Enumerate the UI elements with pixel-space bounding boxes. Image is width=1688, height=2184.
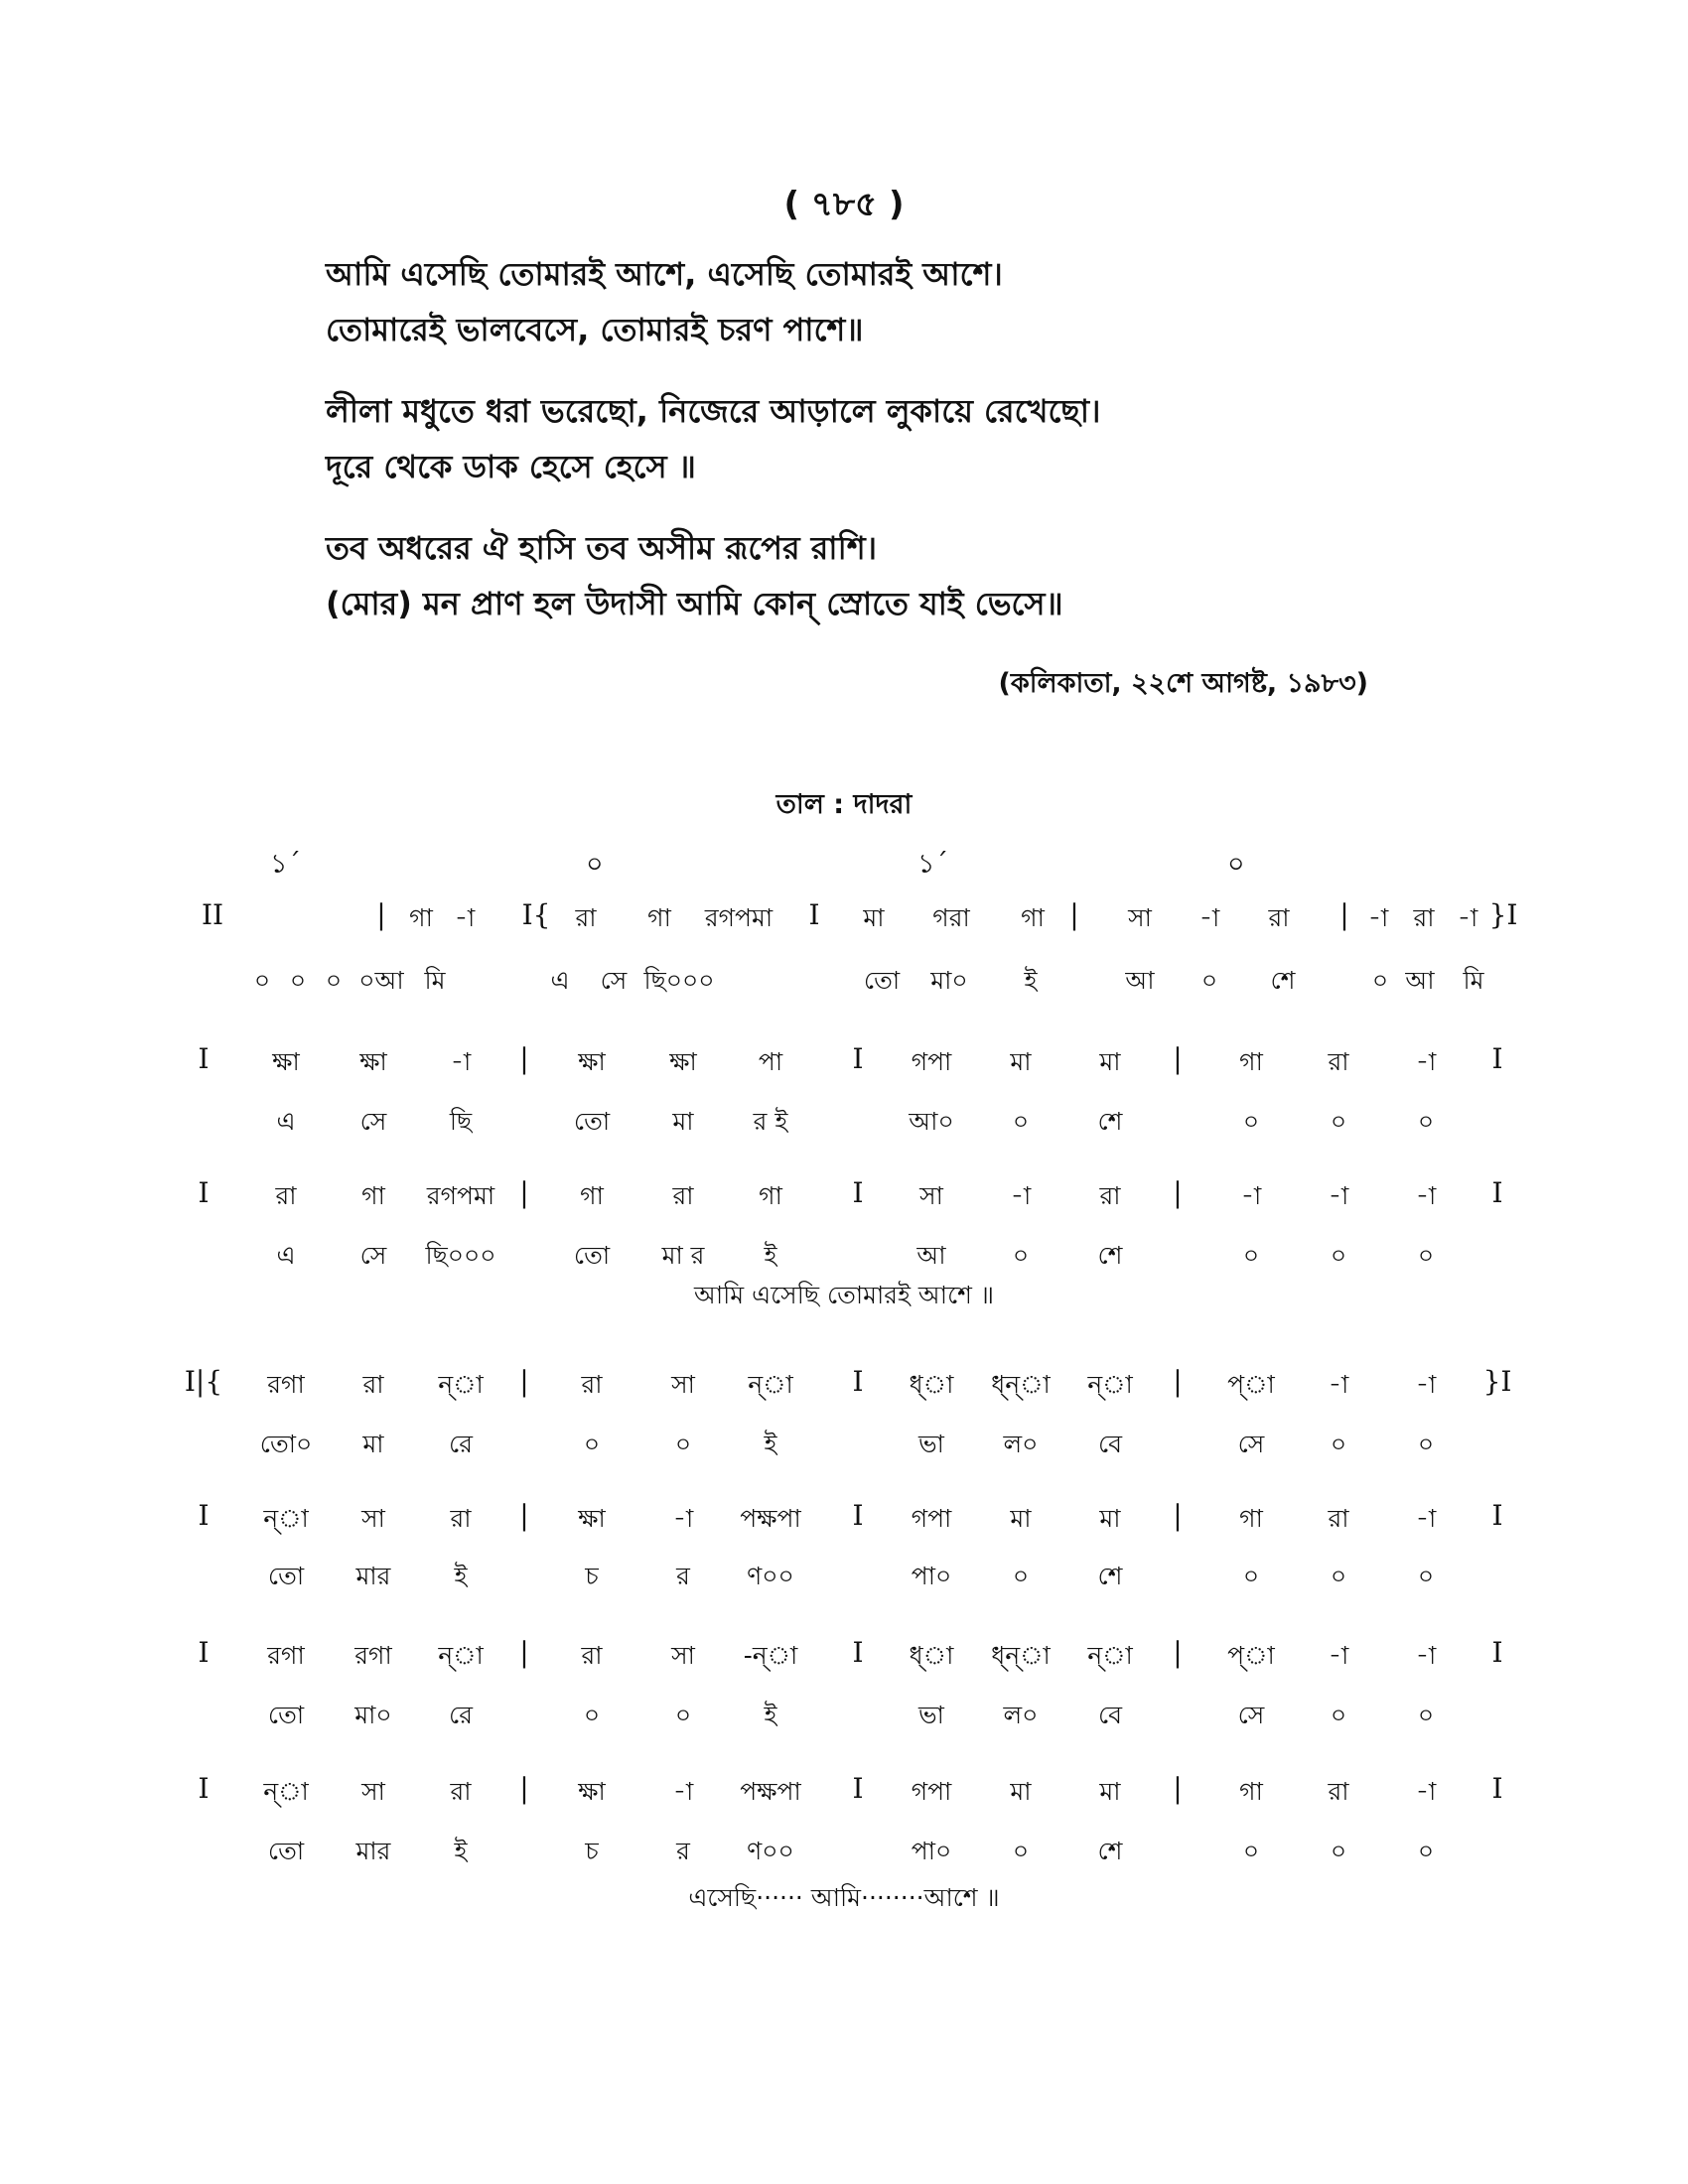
- swara-note: ন্া: [1087, 1370, 1133, 1399]
- stanza: [326, 246, 1418, 357]
- swara-note: গা: [1239, 1777, 1263, 1806]
- swara-note: -া: [1198, 903, 1220, 932]
- lyric-syllable: ০: [1417, 1837, 1435, 1865]
- lyric-syllable: ০: [583, 1430, 601, 1458]
- bar-line: I: [1491, 1772, 1503, 1805]
- lyric-syllable: ০: [674, 1430, 692, 1458]
- lyric-syllable: ০আ: [358, 966, 404, 995]
- swara-note: -া: [1328, 1641, 1349, 1670]
- beat-mark: ১´: [270, 849, 302, 880]
- lyric-line: লীলা মধুতে ধরা ভরেছো, নিজেরে আড়ালে লুকায়ে রেখেছো।: [326, 392, 1101, 430]
- bar-line: II: [201, 898, 224, 931]
- bar-line: |: [1339, 898, 1349, 931]
- bar-line: I: [852, 1365, 864, 1398]
- swara-note: ন্া: [1087, 1641, 1133, 1670]
- swara-note: -া: [1010, 1181, 1032, 1210]
- swara-note: -া: [1415, 1047, 1437, 1076]
- lyric-line: তোমারেই ভালবেসে, তোমারই চরণ পাশে॥: [326, 311, 864, 348]
- swara-note: -া: [1240, 1181, 1262, 1210]
- lyric-syllable: র ই: [753, 1107, 788, 1136]
- lyric-syllable: তো: [863, 966, 901, 995]
- lyric-syllable: ই: [764, 1241, 777, 1270]
- stanza: [326, 383, 1418, 494]
- beat-mark: ০: [586, 849, 604, 880]
- swara-note: গা: [580, 1181, 604, 1210]
- lyric-syllable: ০: [1330, 1701, 1347, 1729]
- swara-note: গা: [1239, 1047, 1263, 1076]
- lyric-syllable: ণ০০: [747, 1837, 794, 1865]
- lyric-syllable: বে: [1097, 1430, 1123, 1458]
- notation-note-row: [0, 1176, 1688, 1216]
- bar-line: I: [1491, 1636, 1503, 1669]
- lyric-syllable: মি: [424, 966, 446, 995]
- lyric-syllable: ০: [1330, 1241, 1347, 1270]
- swara-note: পক্ষপা: [740, 1777, 801, 1806]
- swara-note: রা: [450, 1777, 472, 1806]
- bar-line: I: [1491, 1499, 1503, 1532]
- lyric-syllable: সে: [359, 1107, 387, 1136]
- swara-note: ধ্া: [909, 1641, 954, 1670]
- notation-note-row: [0, 1499, 1688, 1539]
- bar-line: I|{: [184, 1365, 223, 1398]
- swara-note: -া: [1415, 1181, 1437, 1210]
- lyric-syllable: ০: [1417, 1562, 1435, 1590]
- lyric-line: তব অধরের ঐ হাসি তব অসীম রূপের রাশি।: [326, 529, 878, 567]
- swara-note: মা: [1099, 1777, 1121, 1806]
- notation-note-row: [0, 1636, 1688, 1676]
- bar-line: |: [1173, 1365, 1183, 1398]
- swara-note: -া: [1415, 1641, 1437, 1670]
- swara-note: গা: [1239, 1504, 1263, 1533]
- bar-line: |: [519, 1499, 529, 1532]
- swara-note: -া: [450, 1047, 472, 1076]
- lyric-syllable: চ: [585, 1837, 599, 1865]
- notation-lyric-row: [0, 1425, 1688, 1464]
- swara-note: রা: [1268, 903, 1290, 932]
- refrain: এসেছি······ আমি········আশে ॥: [688, 1883, 1000, 1912]
- lyric-syllable: আ: [1125, 966, 1155, 995]
- swara-note: পা: [758, 1047, 783, 1076]
- lyric-syllable: ০: [1371, 966, 1389, 995]
- bar-line: |: [519, 1365, 529, 1398]
- lyric-syllable: তো: [573, 1241, 611, 1270]
- lyric-syllable: রে: [449, 1701, 473, 1729]
- lyric-syllable: তো: [267, 1701, 305, 1729]
- lyric-syllable: শে: [1097, 1562, 1123, 1590]
- swara-note: সা: [671, 1370, 695, 1399]
- lyric-syllable: বে: [1097, 1701, 1123, 1729]
- bar-line: I{: [521, 898, 551, 931]
- lyric-syllable: মার: [355, 1837, 391, 1865]
- bar-line: |: [519, 1636, 529, 1669]
- swara-note: সা: [1128, 903, 1152, 932]
- swara-note: গপা: [911, 1504, 952, 1533]
- lyric-syllable: ০: [1330, 1430, 1347, 1458]
- lyric-syllable: মা০: [354, 1701, 392, 1729]
- lyric-syllable: তো: [267, 1562, 305, 1590]
- bar-line: I: [808, 898, 820, 931]
- swara-note: ক্ষা: [578, 1777, 606, 1806]
- bar-line: I: [198, 1499, 210, 1532]
- swara-note: মা: [863, 903, 885, 932]
- swara-note: মা: [1010, 1504, 1032, 1533]
- tala-title: তাল : দাদরা: [775, 789, 913, 820]
- lyric-syllable: তো০: [259, 1430, 313, 1458]
- lyric-syllable: তো: [267, 1837, 305, 1865]
- lyric-syllable: ০: [1012, 1107, 1030, 1136]
- lyric-line: দূরে থেকে ডাক হেসে হেসে ॥: [326, 448, 696, 485]
- swara-note: গা: [361, 1181, 385, 1210]
- swara-note: গা: [647, 903, 671, 932]
- notation-lyric-row: [0, 1696, 1688, 1735]
- lyric-syllable: ০: [1330, 1562, 1347, 1590]
- lyric-syllable: ই: [764, 1430, 777, 1458]
- lyric-syllable: শে: [1097, 1107, 1123, 1136]
- lyric-syllable: আ: [916, 1241, 946, 1270]
- lyric-syllable: পা০: [911, 1562, 952, 1590]
- swara-note: রগা: [267, 1370, 305, 1399]
- swara-note: ধ্া: [909, 1370, 954, 1399]
- swara-note: রা: [575, 903, 597, 932]
- bar-line: |: [519, 1176, 529, 1209]
- lyric-syllable: চ: [585, 1562, 599, 1590]
- bar-line: I: [198, 1042, 210, 1075]
- notation-note-row: [0, 1042, 1688, 1082]
- swara-note: সা: [671, 1641, 695, 1670]
- lyric-syllable: ই: [1024, 966, 1038, 995]
- swara-note: প্া: [1227, 1370, 1275, 1399]
- lyric-syllable: সে: [359, 1241, 387, 1270]
- notation-note-row: [0, 898, 1688, 938]
- swara-note: ন্া: [263, 1777, 309, 1806]
- swara-note: রা: [672, 1181, 694, 1210]
- swara-note: পক্ষপা: [740, 1504, 801, 1533]
- lyric-syllable: ছি০০০: [425, 1241, 496, 1270]
- lyric-syllable: ০: [1330, 1107, 1347, 1136]
- lyric-syllable: আ০: [909, 1107, 954, 1136]
- swara-note: গা: [1021, 903, 1045, 932]
- lyric-syllable: সে: [1237, 1701, 1265, 1729]
- swara-note: ক্ষা: [272, 1047, 300, 1076]
- bar-line: I: [852, 1042, 864, 1075]
- lyric-syllable: ০: [1012, 1562, 1030, 1590]
- lyric-syllable: ০: [1242, 1107, 1260, 1136]
- lyric-syllable: তো: [573, 1107, 611, 1136]
- swara-note: রগপমা: [426, 1181, 495, 1210]
- swara-note: রা: [1328, 1777, 1349, 1806]
- swara-note: ধ্ন্া: [991, 1370, 1051, 1399]
- bar-line: |: [1173, 1772, 1183, 1805]
- lyric-syllable: এ: [276, 1241, 296, 1270]
- bar-line: }I: [1488, 898, 1518, 931]
- lyric-syllable: মা র: [661, 1241, 705, 1270]
- notation-lyric-row: [0, 1832, 1688, 1871]
- swara-note: রা: [275, 1181, 297, 1210]
- lyric-syllable: মার: [355, 1562, 391, 1590]
- lyric-syllable: শে: [1097, 1241, 1123, 1270]
- lyric-syllable: ০: [1242, 1837, 1260, 1865]
- swara-note: গপা: [911, 1777, 952, 1806]
- lyric-syllable: শে: [1270, 966, 1296, 995]
- beat-marks: [0, 844, 1688, 884]
- beat-mark: ১´: [917, 849, 949, 880]
- lyric-syllable: ণ০০: [747, 1562, 794, 1590]
- swara-note: গপা: [911, 1047, 952, 1076]
- lyric-syllable: ০: [1417, 1107, 1435, 1136]
- lyric-syllable: ই: [764, 1701, 777, 1729]
- lyric-syllable: আ: [1405, 966, 1435, 995]
- swara-note: -া: [1328, 1181, 1349, 1210]
- swara-note: ন্া: [438, 1370, 484, 1399]
- bar-line: |: [1173, 1499, 1183, 1532]
- swara-note: মা: [1010, 1777, 1032, 1806]
- refrain: আমি এসেছি তোমারই আশে ॥: [693, 1281, 995, 1309]
- lyric-syllable: ল০: [1003, 1701, 1039, 1729]
- place-date: (কলিকাতা, ২২শে আগষ্ট, ১৯৮৩): [998, 668, 1368, 699]
- lyric-syllable: ছি: [449, 1107, 473, 1136]
- lyric-syllable: মা: [672, 1107, 694, 1136]
- bar-line: I: [852, 1176, 864, 1209]
- swara-note: -ন্া: [743, 1641, 798, 1670]
- bar-line: I: [198, 1772, 210, 1805]
- bar-line: I: [852, 1636, 864, 1669]
- lyric-syllable: ০: [253, 966, 271, 995]
- swara-note: রগা: [267, 1641, 305, 1670]
- bar-line: I: [198, 1176, 210, 1209]
- swara-note: রা: [450, 1504, 472, 1533]
- lyric-syllable: রে: [449, 1430, 473, 1458]
- lyric-syllable: ০: [1012, 1837, 1030, 1865]
- bar-line: |: [1069, 898, 1079, 931]
- bar-line: |: [519, 1772, 529, 1805]
- swara-note: মা: [1099, 1504, 1121, 1533]
- bar-line: |: [1173, 1636, 1183, 1669]
- swara-note: গা: [409, 903, 433, 932]
- swara-note: রা: [1328, 1504, 1349, 1533]
- page-number: ( ৭৮৫ ): [783, 185, 905, 224]
- notation-note-row: [0, 1365, 1688, 1405]
- bar-line: }I: [1482, 1365, 1512, 1398]
- lyric-syllable: ভা: [918, 1701, 944, 1729]
- lyric-syllable: র: [676, 1562, 690, 1590]
- notation-lyric-row: [0, 1557, 1688, 1596]
- swara-note: -া: [672, 1504, 694, 1533]
- swara-note: মা: [1010, 1047, 1032, 1076]
- lyric-syllable: মি: [1463, 966, 1484, 995]
- swara-note: -া: [672, 1777, 694, 1806]
- swara-note: প্া: [1227, 1641, 1275, 1670]
- notation-lyric-row: [0, 1236, 1688, 1276]
- swara-note: মা: [1099, 1047, 1121, 1076]
- lyric-syllable: ০: [325, 966, 343, 995]
- bar-line: I: [1491, 1176, 1503, 1209]
- bar-line: I: [198, 1636, 210, 1669]
- swara-note: ক্ষা: [578, 1504, 606, 1533]
- swara-note: ন্া: [748, 1370, 793, 1399]
- lyric-line: আমি এসেছি তোমারই আশে, এসেছি তোমারই আশে।: [326, 255, 1003, 293]
- bar-line: |: [1173, 1176, 1183, 1209]
- swara-note: গরা: [932, 903, 970, 932]
- lyric-syllable: ভা: [918, 1430, 944, 1458]
- lyric-syllable: র: [676, 1837, 690, 1865]
- lyric-syllable: ০: [1417, 1241, 1435, 1270]
- swara-note: সা: [919, 1181, 943, 1210]
- bar-line: |: [519, 1042, 529, 1075]
- swara-note: রগা: [354, 1641, 392, 1670]
- swara-note: রা: [581, 1641, 603, 1670]
- swara-note: -া: [1415, 1504, 1437, 1533]
- swara-note: রা: [1099, 1181, 1121, 1210]
- lyric-syllable: ০: [1330, 1837, 1347, 1865]
- lyric-syllable: ০: [583, 1701, 601, 1729]
- lyric-syllable: এ: [550, 966, 570, 995]
- lyric-syllable: ০: [1200, 966, 1218, 995]
- notation-note-row: [0, 1772, 1688, 1812]
- bar-line: |: [376, 898, 386, 931]
- lyric-syllable: ল০: [1003, 1430, 1039, 1458]
- swara-note: সা: [361, 1504, 385, 1533]
- lyric-syllable: ০: [1417, 1701, 1435, 1729]
- swara-note: -া: [1367, 903, 1389, 932]
- swara-note: সা: [361, 1777, 385, 1806]
- swara-note: রা: [362, 1370, 384, 1399]
- lyric-syllable: ই: [454, 1837, 468, 1865]
- lyric-syllable: মা০: [930, 966, 968, 995]
- bar-line: |: [1173, 1042, 1183, 1075]
- lyric-syllable: এ: [276, 1107, 296, 1136]
- swara-note: -া: [1415, 1370, 1437, 1399]
- swara-note: ধ্ন্া: [991, 1641, 1051, 1670]
- notation-lyric-row: [0, 961, 1688, 1001]
- lyric-syllable: পা০: [911, 1837, 952, 1865]
- lyric-syllable: মা: [362, 1430, 384, 1458]
- stanza: [326, 520, 1418, 631]
- swara-note: -া: [1457, 903, 1478, 932]
- swara-note: ক্ষা: [359, 1047, 387, 1076]
- bar-line: I: [852, 1499, 864, 1532]
- swara-note: ক্ষা: [669, 1047, 697, 1076]
- swara-note: রা: [1328, 1047, 1349, 1076]
- swara-note: ক্ষা: [578, 1047, 606, 1076]
- lyric-syllable: ০: [1242, 1241, 1260, 1270]
- lyric-syllable: ছি০০০: [643, 966, 715, 995]
- lyric-syllable: শে: [1097, 1837, 1123, 1865]
- beat-mark: ০: [1227, 849, 1245, 880]
- lyrics-block: [326, 246, 1418, 657]
- lyric-syllable: ০: [1012, 1241, 1030, 1270]
- swara-note: -া: [1415, 1777, 1437, 1806]
- lyric-line: (মোর) মন প্রাণ হল উদাসী আমি কোন্ স্রোতে যাই ভেসে॥: [326, 585, 1063, 622]
- swara-note: রগপমা: [704, 903, 774, 932]
- lyric-syllable: ই: [454, 1562, 468, 1590]
- lyric-syllable: সে: [1237, 1430, 1265, 1458]
- swara-note: ন্া: [438, 1641, 484, 1670]
- lyric-syllable: ০: [289, 966, 307, 995]
- swara-note: গা: [759, 1181, 782, 1210]
- swara-note: রা: [581, 1370, 603, 1399]
- swara-note: ন্া: [263, 1504, 309, 1533]
- lyric-syllable: ০: [1417, 1430, 1435, 1458]
- lyric-syllable: সে: [600, 966, 628, 995]
- bar-line: I: [852, 1772, 864, 1805]
- lyric-syllable: ০: [1242, 1562, 1260, 1590]
- notation-lyric-row: [0, 1102, 1688, 1142]
- bar-line: I: [1491, 1042, 1503, 1075]
- swara-note: -া: [1328, 1370, 1349, 1399]
- swara-note: -া: [454, 903, 476, 932]
- lyric-syllable: ০: [674, 1701, 692, 1729]
- swara-note: রা: [1413, 903, 1435, 932]
